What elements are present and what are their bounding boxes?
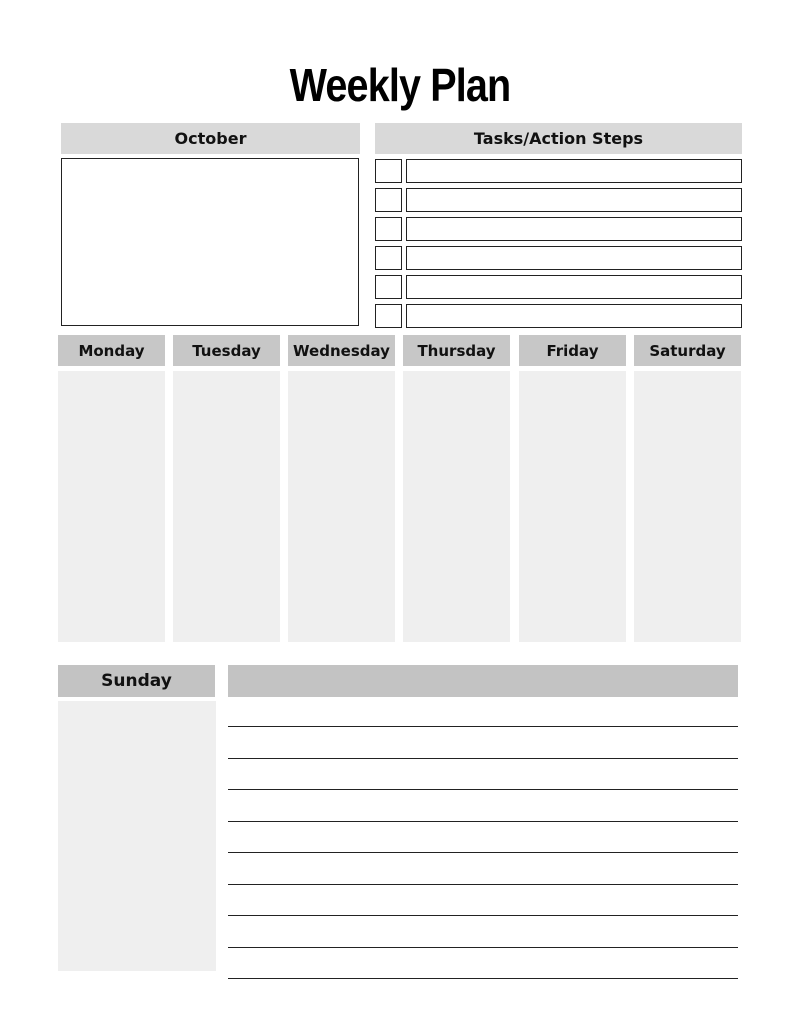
task-checkbox[interactable]	[375, 159, 402, 183]
task-input-field[interactable]	[406, 275, 742, 299]
day-header-monday	[58, 335, 165, 366]
note-line[interactable]	[228, 789, 738, 790]
day-header-tuesday	[173, 335, 280, 366]
day-header-friday	[519, 335, 626, 366]
note-line[interactable]	[228, 852, 738, 853]
day-column-tuesday[interactable]	[173, 371, 280, 642]
task-input-field[interactable]	[406, 304, 742, 328]
day-label: Thursday	[417, 341, 496, 360]
tasks-header-label: Tasks/Action Steps	[473, 129, 644, 148]
day-column-thursday[interactable]	[403, 371, 510, 642]
month-header	[61, 123, 360, 154]
task-checkbox[interactable]	[375, 246, 402, 270]
task-checkbox[interactable]	[375, 304, 402, 328]
day-label: Monday	[78, 341, 145, 360]
day-header-wednesday	[288, 335, 395, 366]
note-line[interactable]	[228, 758, 738, 759]
task-input-field[interactable]	[406, 246, 742, 270]
notes-header-bar	[228, 665, 738, 697]
note-line[interactable]	[228, 884, 738, 885]
note-line[interactable]	[228, 915, 738, 916]
note-line[interactable]	[228, 821, 738, 822]
task-checkbox[interactable]	[375, 188, 402, 212]
day-header-saturday	[634, 335, 741, 366]
day-label: Tuesday	[192, 341, 261, 360]
task-checkbox[interactable]	[375, 275, 402, 299]
sunday-column[interactable]	[58, 701, 216, 971]
day-column-saturday[interactable]	[634, 371, 741, 642]
task-checkbox[interactable]	[375, 217, 402, 241]
day-column-wednesday[interactable]	[288, 371, 395, 642]
page-title: Weekly Plan	[289, 59, 511, 111]
day-header-thursday	[403, 335, 510, 366]
task-input-field[interactable]	[406, 217, 742, 241]
sunday-label: Sunday	[101, 671, 172, 691]
month-label: October	[174, 129, 247, 148]
day-column-friday[interactable]	[519, 371, 626, 642]
sunday-header	[58, 665, 215, 697]
month-notes-box[interactable]	[61, 158, 359, 326]
task-input-field[interactable]	[406, 188, 742, 212]
task-input-field[interactable]	[406, 159, 742, 183]
note-line[interactable]	[228, 978, 738, 979]
tasks-header	[375, 123, 742, 154]
day-label: Friday	[546, 341, 599, 360]
note-line[interactable]	[228, 947, 738, 948]
day-column-monday[interactable]	[58, 371, 165, 642]
day-label: Wednesday	[293, 341, 390, 360]
day-label: Saturday	[649, 341, 726, 360]
note-line[interactable]	[228, 726, 738, 727]
